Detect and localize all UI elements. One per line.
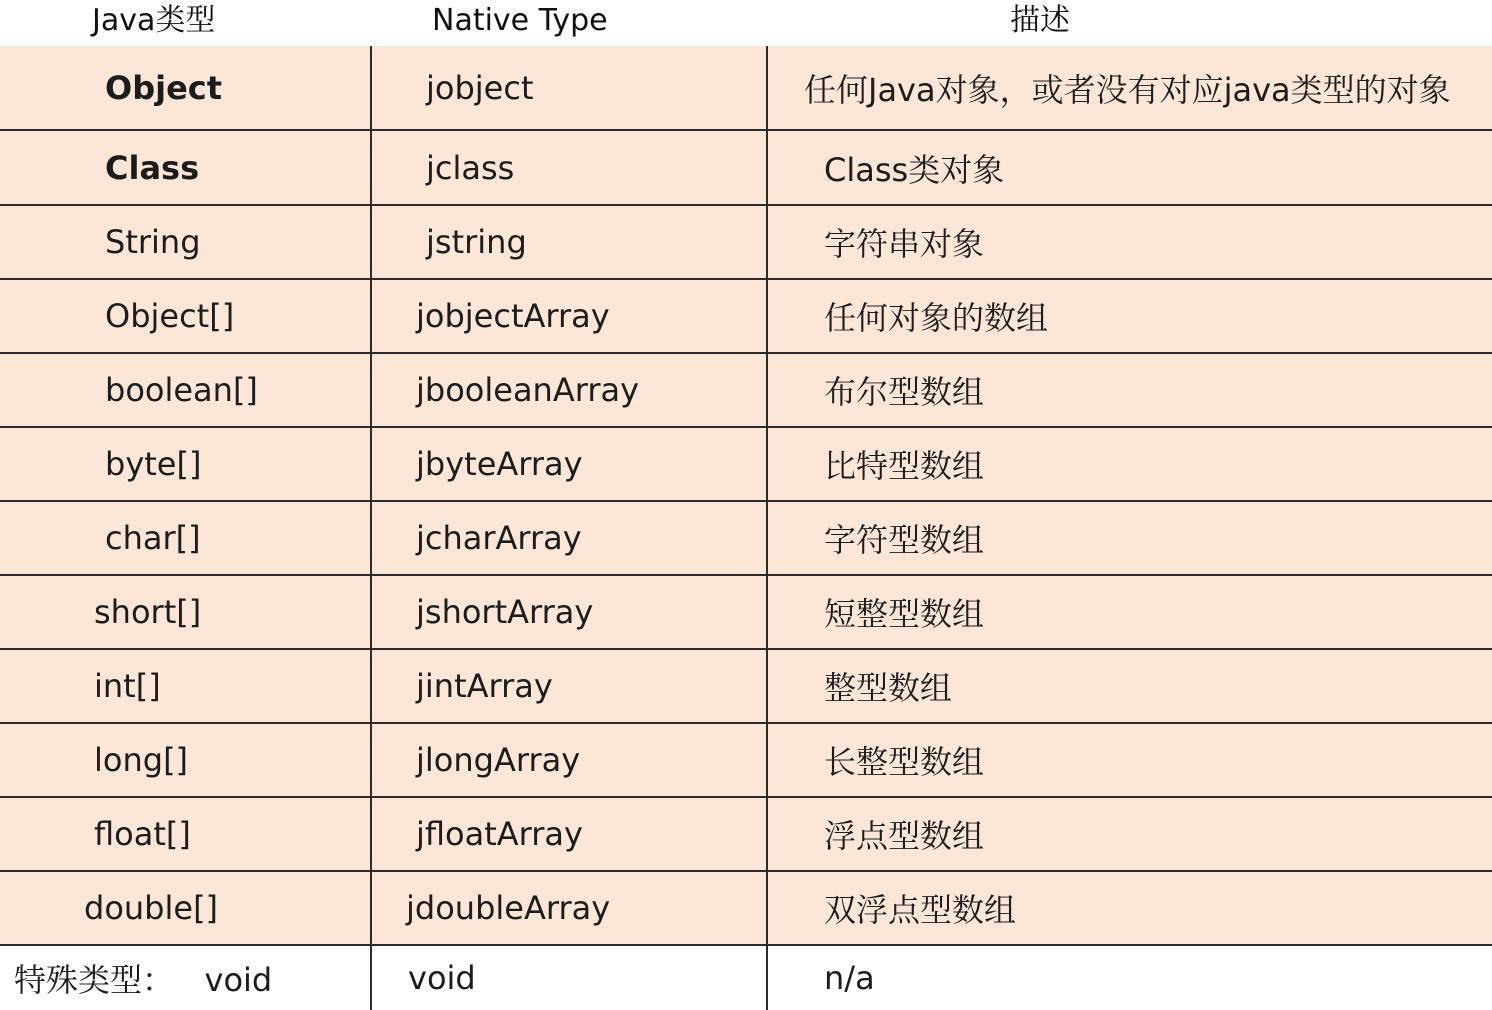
- native-type-cell: jclass: [426, 148, 515, 187]
- table-row: [0, 872, 1492, 946]
- java-type-cell: byte[]: [105, 445, 202, 483]
- table-row: [0, 724, 1492, 798]
- table-row: [0, 650, 1492, 724]
- native-type-cell: jlongArray: [416, 741, 581, 779]
- table-row: [0, 46, 1492, 131]
- java-type-cell: float[]: [94, 815, 191, 853]
- description-cell: 双浮点型数组: [824, 891, 1017, 929]
- native-type-cell: jcharArray: [416, 519, 582, 557]
- table-row: [0, 131, 1492, 206]
- description-cell: 任何对象的数组: [824, 299, 1049, 337]
- java-type-cell: long[]: [94, 741, 189, 779]
- column-divider: [766, 46, 768, 1010]
- description-cell: 比特型数组: [824, 447, 985, 485]
- java-type-cell: int[]: [94, 667, 161, 705]
- table-row: [0, 280, 1492, 354]
- table-row: [0, 502, 1492, 576]
- header-native-type: Native Type: [432, 3, 608, 38]
- description-cell: n/a: [824, 959, 875, 997]
- native-type-cell: void: [408, 959, 476, 997]
- native-type-cell: jobjectArray: [416, 297, 610, 335]
- native-type-cell: jshortArray: [416, 593, 594, 631]
- native-type-cell: jdoubleArray: [406, 889, 611, 927]
- table-row: [0, 576, 1492, 650]
- native-type-cell: jstring: [426, 223, 527, 261]
- description-cell: 浮点型数组: [824, 817, 985, 855]
- description-cell: 短整型数组: [824, 595, 985, 633]
- java-type-cell: Object: [105, 68, 223, 107]
- native-type-cell: jintArray: [416, 667, 553, 705]
- header-description: 描述: [1010, 3, 1070, 38]
- java-type-cell: String: [105, 223, 201, 261]
- table-row: [0, 798, 1492, 872]
- description-cell: 整型数组: [824, 669, 953, 707]
- description-cell: 字符型数组: [824, 521, 985, 559]
- description-cell: 任何Java对象，或者没有对应java类型的对象: [804, 70, 1451, 109]
- table-row-special: [0, 946, 1492, 1010]
- java-type-cell: Class: [105, 148, 200, 187]
- column-divider: [370, 46, 372, 1010]
- table-row: [0, 206, 1492, 280]
- java-type-cell: boolean[]: [105, 371, 258, 409]
- native-type-cell: jbyteArray: [416, 445, 583, 483]
- java-type-cell: char[]: [105, 519, 201, 557]
- table-row: [0, 354, 1492, 428]
- table-header: [0, 0, 1492, 46]
- java-type-cell: 特殊类型： void: [14, 961, 273, 999]
- native-type-cell: jbooleanArray: [416, 371, 640, 409]
- java-type-cell: Object[]: [105, 297, 235, 335]
- type-mapping-table: [0, 46, 1492, 1010]
- native-type-cell: jobject: [426, 68, 534, 107]
- header-java-type: Java类型: [92, 3, 216, 38]
- table-row: [0, 428, 1492, 502]
- description-cell: 长整型数组: [824, 743, 985, 781]
- java-type-cell: short[]: [94, 593, 202, 631]
- native-type-cell: jfloatArray: [416, 815, 583, 853]
- description-cell: 布尔型数组: [824, 373, 985, 411]
- description-cell: Class类对象: [824, 150, 1005, 189]
- java-type-cell: double[]: [84, 889, 219, 927]
- description-cell: 字符串对象: [824, 225, 985, 263]
